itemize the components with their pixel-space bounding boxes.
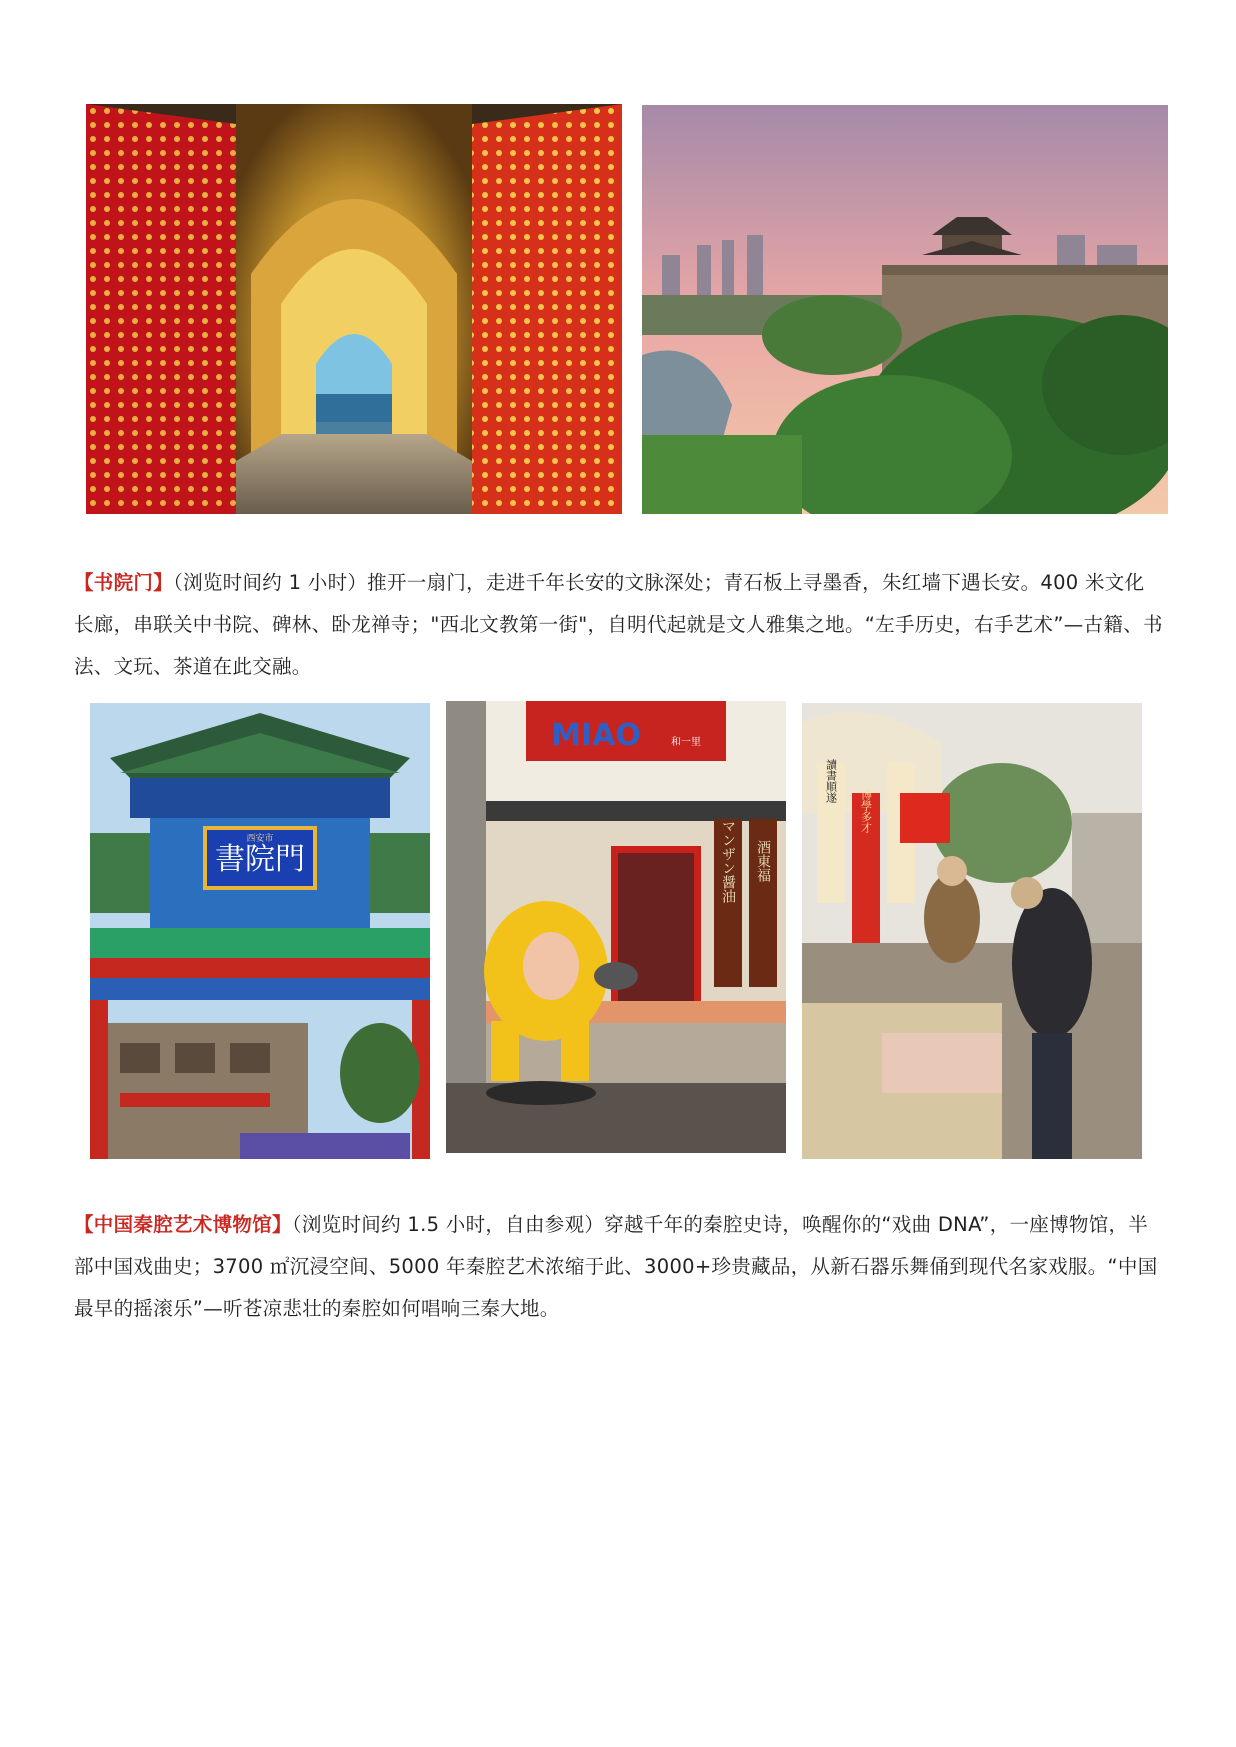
shop-sign-small-text: 和一里: [671, 737, 701, 748]
robot-statue-shopfront-photo: [446, 701, 786, 1153]
city-wall-sunset-photo: [642, 105, 1168, 514]
qinqiang-museum-heading: 【中国秦腔艺术博物馆】: [74, 1213, 292, 1236]
shuyuanmen-paragraph: [74, 562, 1164, 688]
wood-sign-1-text: マンザン醤油: [720, 819, 736, 903]
shuyuanmen-heading: 【书院门】: [74, 571, 174, 594]
qinqiang-museum-paragraph: [74, 1204, 1164, 1330]
wood-sign-2-text: 酒東福: [755, 840, 771, 882]
archway-plaque-small-text: 西安市: [246, 834, 274, 844]
scroll-1-text: 讀書順遂: [824, 759, 838, 803]
shuyuanmen-body: （浏览时间约 1 小时）推开一扇门，走进千年长安的文脉深处；青石板上寻墨香，朱红墙下遇长安。400 米文化长廊，串联关中书院、碑林、卧龙禅寺；"西北文教第一街"，自明代起就是文人雅集之地。“左手历史，右手艺术”—古籍、书法、文玩、茶道在此交融。: [74, 571, 1163, 678]
shuyuanmen-archway-photo: [90, 703, 430, 1159]
qinqiang-museum-body: （浏览时间约 1.5 小时，自由参观）穿越千年的秦腔史诗，唤醒你的“戏曲 DNA”，一座博物馆，半部中国戏曲史；3700 ㎡沉浸空间、5000 年秦腔艺术浓缩于此、3000+珍贵藏品，从新石器乐舞俑到现代名家戏服。“中国最早的摇滚乐”—听苍凉悲壮的秦腔如何唱响三秦大地。: [74, 1213, 1158, 1320]
archway-plaque-text: 書院門: [215, 842, 305, 877]
calligraphy-street-market-photo: [802, 703, 1142, 1159]
city-gate-photo: [86, 104, 622, 514]
scroll-2-text: 博學多才: [859, 789, 873, 833]
shop-sign-text: MIAO: [551, 718, 641, 753]
